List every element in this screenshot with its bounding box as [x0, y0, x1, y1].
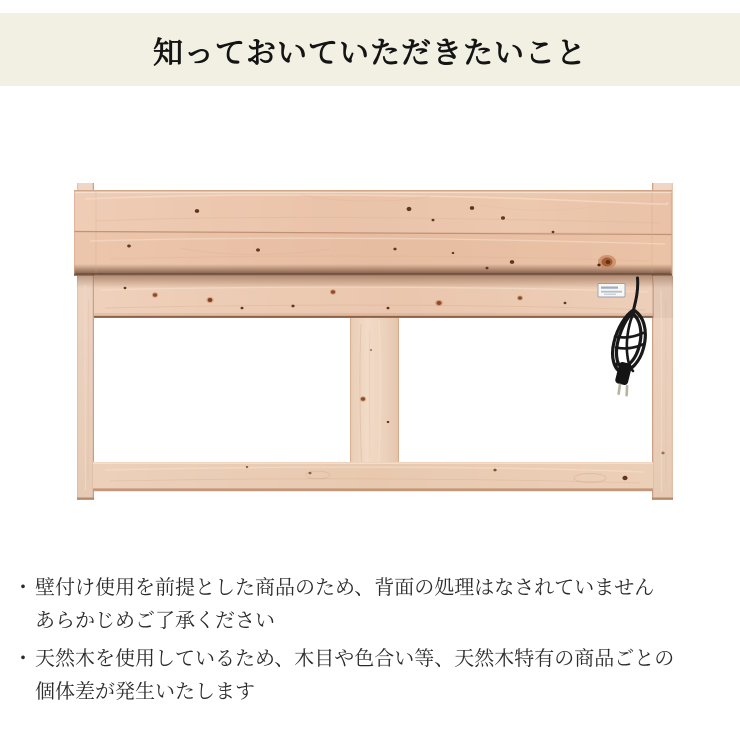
note-item-natural-wood	[13, 643, 727, 709]
bottom-rail	[93, 462, 653, 491]
note-line: あらかじめご了承ください	[35, 610, 275, 632]
lower-rail-band	[77, 276, 673, 318]
note-item-wall-placement	[13, 572, 727, 638]
headboard-panel	[74, 190, 672, 275]
note-line: 天然木を使用しているため、木目や色合い等、天然木特有の商品ごとの	[35, 648, 675, 670]
section-title: 知っておいていただきたいこと	[153, 36, 587, 70]
product-notes	[13, 572, 727, 709]
bullet: ・	[13, 577, 33, 599]
note-line: 壁付け使用を前提とした商品のため、背面の処理はなされていません	[35, 577, 655, 599]
center-post	[350, 318, 399, 465]
shipping-label	[598, 284, 625, 298]
note-line: 個体差が発生いたします	[35, 681, 255, 703]
bullet: ・	[13, 648, 33, 670]
